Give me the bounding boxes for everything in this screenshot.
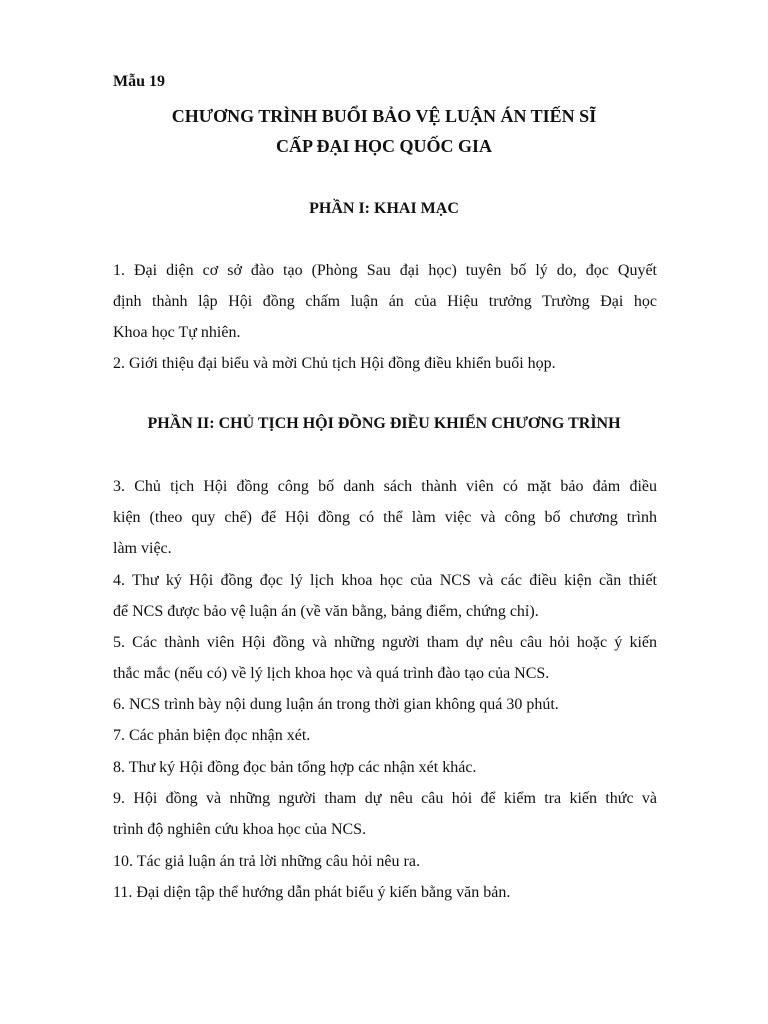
agenda-item-10 <box>113 846 657 877</box>
agenda-item-6 <box>113 689 657 720</box>
agenda-item-line: 11. Đại diện tập thể hướng dẫn phát biểu ý kiến bằng văn bản. <box>113 884 511 901</box>
agenda-item-line: 9. Hội đồng và những người tham dự nêu câu hỏi để kiểm tra kiến thức và <box>113 790 657 807</box>
agenda-item-line: 5. Các thành viên Hội đồng và những người tham dự nêu câu hỏi hoặc ý kiến <box>113 634 657 651</box>
agenda-item-line: làm việc. <box>113 540 172 557</box>
agenda-item-5 <box>113 627 657 689</box>
agenda-item-1 <box>113 255 657 348</box>
agenda-item-2 <box>113 348 657 379</box>
agenda-item-11 <box>113 877 657 908</box>
form-code: Mẫu 19 <box>113 73 165 90</box>
agenda-item-line: 2. Giới thiệu đại biểu và mời Chủ tịch Hội đồng điều khiển buổi họp. <box>113 355 556 372</box>
agenda-item-9 <box>113 783 657 845</box>
agenda-item-line: 7. Các phản biện đọc nhận xét. <box>113 727 311 744</box>
agenda-item-line: 10. Tác giả luận án trả lời những câu hỏi nêu ra. <box>113 853 420 870</box>
section-heading-part-2: PHẦN II: CHỦ TỊCH HỘI ĐỒNG ĐIỀU KHIỂN CHƯƠNG TRÌNH <box>147 415 621 432</box>
document-title-line-1: CHƯƠNG TRÌNH BUỔI BẢO VỆ LUẬN ÁN TIẾN SĨ <box>171 106 597 126</box>
agenda-item-8 <box>113 752 657 783</box>
agenda-item-line: trình độ nghiên cứu khoa học của NCS. <box>113 821 367 838</box>
agenda-item-4 <box>113 565 657 627</box>
agenda-item-3 <box>113 471 657 564</box>
agenda-item-line: thắc mắc (nếu có) về lý lịch khoa học và quá trình đào tạo của NCS. <box>113 665 550 682</box>
agenda-item-line: kiện (theo quy chế) để Hội đồng có thể làm việc và công bố chương trình <box>113 509 657 526</box>
agenda-item-line: 4. Thư ký Hội đồng đọc lý lịch khoa học của NCS và các điều kiện cần thiết <box>113 572 657 589</box>
agenda-item-line: Khoa học Tự nhiên. <box>113 324 241 341</box>
document-title-line-2: CẤP ĐẠI HỌC QUỐC GIA <box>275 136 492 156</box>
agenda-item-line: 1. Đại diện cơ sở đào tạo (Phòng Sau đại học) tuyên bố lý do, đọc Quyết <box>113 262 657 279</box>
agenda-item-line: định thành lập Hội đồng chấm luận án của Hiệu trưởng Trường Đại học <box>113 293 657 310</box>
agenda-item-line: 6. NCS trình bày nội dung luận án trong thời gian không quá 30 phút. <box>113 696 559 713</box>
agenda-item-7 <box>113 720 657 751</box>
agenda-item-line: để NCS được bảo vệ luận án (về văn bằng, bảng điểm, chứng chỉ). <box>113 603 539 620</box>
agenda-item-line: 8. Thư ký Hội đồng đọc bản tổng hợp các nhận xét khác. <box>113 759 477 776</box>
section-heading-part-1: PHẦN I: KHAI MẠC <box>309 200 459 217</box>
agenda-item-line: 3. Chủ tịch Hội đồng công bố danh sách thành viên có mặt bảo đảm điều <box>113 478 657 495</box>
